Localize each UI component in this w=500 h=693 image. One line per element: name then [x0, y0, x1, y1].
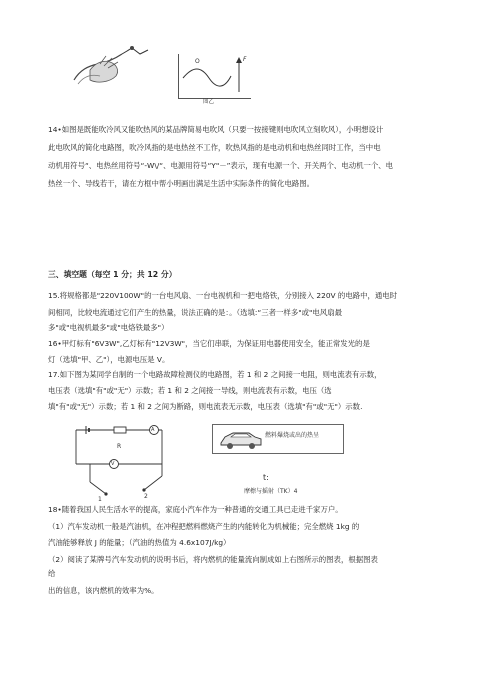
q14-line-4: 热丝一个、导线若干，请在方框中帮小明画出满足生活中实际条件的简化电路图。: [48, 179, 315, 188]
circuit-label-a: A: [151, 427, 155, 433]
q17-line-1: 17.如下图为某同学自制的一个电路故障检测仪的电路图，若 1 和 2 之间接一电阻，则电流表有示数，: [48, 370, 382, 379]
car-energy-label: 燃料爆烧或出的热呈: [265, 432, 320, 439]
graph-caption: 图乙: [203, 99, 215, 105]
hand-wire-figure: [70, 40, 155, 90]
car-energy-figure: [212, 424, 344, 454]
q18-line-4: （2）阅读了某牌号汽车发动机的说明书后，将内燃机的能量流向制成如上右图所示的图表，根据图表: [48, 555, 378, 564]
q16-line-1: 16•甲灯标有"6V3W",乙灯标有"12V3W"，当它们串联，为保证用电器使用安全，能正常发光的是: [48, 339, 370, 348]
circuit-label-1: 1: [98, 496, 102, 503]
circuit-label-v: V: [111, 461, 115, 467]
q16-line-2: 灯（选填"甲、乙"），电源电压是 V。: [48, 355, 170, 364]
graph-curve: [179, 54, 251, 98]
q14-line-1: 14•如图是既能吹冷风又能吹热风的某品牌简易电吹风（只要一按接键则电吹风立刻吹风），小明想设计: [48, 125, 384, 134]
circuit-diagram: [62, 420, 182, 502]
q18-line-1: 18•随着我国人民生活水平的提高，家庭小汽车作为一种普通的交通工具已走进千家万户。: [48, 505, 343, 514]
q17-line-3: 填"有"或"无"）示数；若 1 和 2 之间为断路，则电流表无示数，电压表（选填"有"或"无"）示数.: [48, 402, 363, 411]
q15-line-3: 多"或"电视机最多"或"电烙铁最多"）: [48, 323, 169, 332]
circuit-label-2: 2: [144, 493, 148, 500]
q18-line-3: 汽油能够释放 J 的能量；（汽油的热值为 4.6x107J/kg）: [48, 538, 231, 547]
q14-line-2: 此电吹风的简化电路图，吹冷风指的是电热丝不工作，吹热风指的是电动机和电热丝同时工作，当中电: [48, 143, 381, 152]
circuit-label-r: R: [117, 443, 122, 450]
q18-line-6: 出的信息，该内燃机的效率为%。: [48, 586, 159, 595]
q17-line-2: 电压表（选填"有"或"无"）示数；若 1 和 2 之间接一导线，则电流表有示数，电压（选: [48, 386, 332, 395]
section-title: 三、填空题（每空 1 分；共 12 分）: [48, 270, 177, 279]
car-bottom-label: 摩檫与摇射（TK）4: [244, 488, 298, 495]
q15-line-1: 15.将规格都是"220V100W"的一台电风扇、一台电视机和一把电烙铁，分别接入 220V 的电路中，通电时: [48, 291, 398, 300]
q15-line-2: 间相同，比较电流通过它们产生的热量，说法正确的是：。（选填:“三者一样多"或"电风扇最: [48, 308, 342, 317]
q18-line-5: 给: [48, 569, 56, 578]
graph-figure: [178, 54, 251, 99]
car-t-label: t:: [263, 473, 269, 482]
graph-label-f: F: [243, 56, 247, 63]
car-icon: [219, 427, 263, 451]
q18-line-2: （1）汽车发动机一般是汽油机，在冲程把燃料燃烧产生的内能转化为机械能；完全燃烧 1kg 的: [48, 522, 360, 531]
graph-label-o: O: [195, 58, 200, 65]
q14-line-3: 动机用符号“、电热丝用符号“-W\/“、电源用符号“Y"－”表示，现有电源一个、开关两个、电动机一个、电: [48, 161, 394, 170]
